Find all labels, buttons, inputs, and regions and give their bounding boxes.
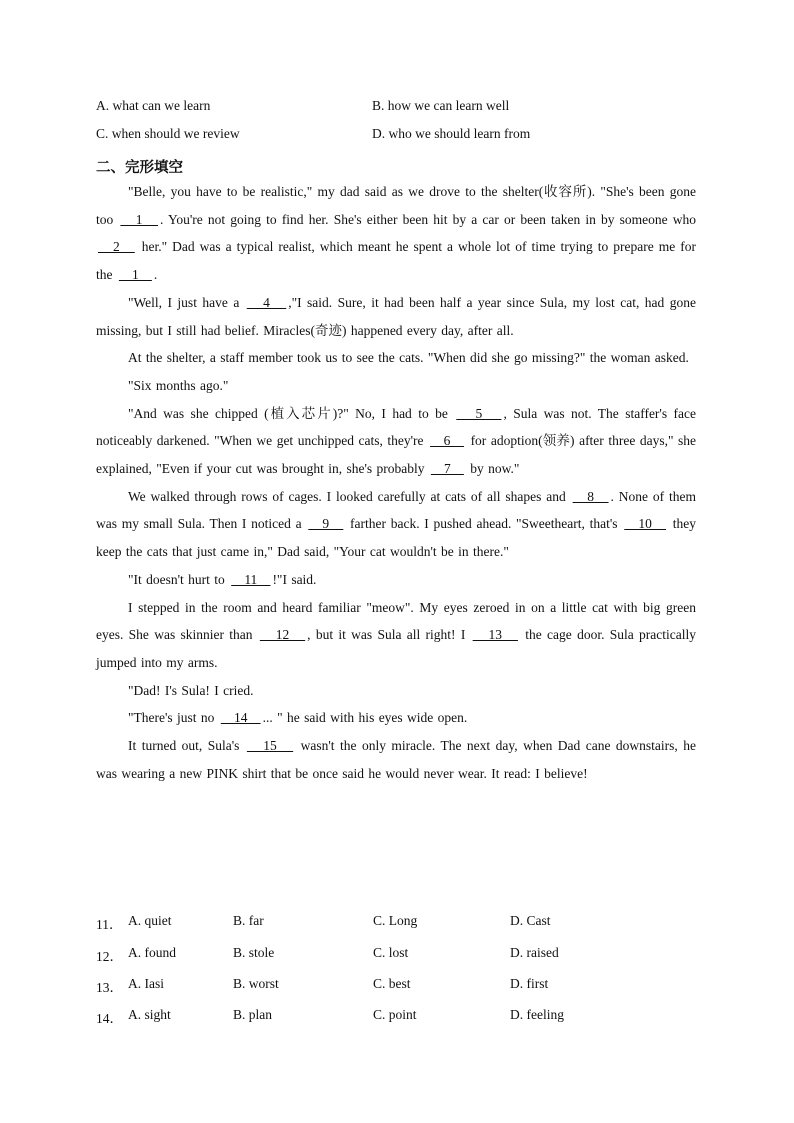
passage-paragraph [96,594,696,677]
passage-text: "Belle, you have to be realistic," my dad said as we drove to the shelter(收容所). "She's been gone too [96,184,696,227]
blank-10: 10 [624,516,667,532]
passage-text: . None of them was my small Sula. Then I noticed a [96,488,696,532]
option-a: A. quiet [128,913,172,928]
blank-1: 1 [120,211,158,227]
passage-paragraph [96,732,696,787]
passage-text: . You're not going to find her. She's either been hit by a car or been taken in by someone who [159,211,696,227]
passage-text: "Dad! I's Sula! I cried. [128,682,254,698]
passage-text: "There's just no [128,710,219,726]
option-c: C. point [373,1007,417,1022]
passage-text: ,"I said. Sure, it had been half a year since Sula, my lost cat, had gone missing, but I still had belief. Miracles(奇迹) happened every day, after all. [96,294,696,338]
option-a: A. found [128,945,176,960]
passage-text: , Sula was not. The staffer's face noticeably darkened. "When we get unchipped cats, they're [96,405,696,449]
blank-4: 4 [246,294,287,310]
blank-6: 6 [430,433,465,449]
passage-paragraph [96,566,696,594]
prev-option-b: B. how we can learn well [372,98,510,113]
passage-text: I stepped in the room and heard familiar "meow". My eyes zeroed in on a little cat with big green eyes. She was skinnier than [96,599,696,643]
option-b: B. worst [233,976,279,991]
passage-text: ... " he said with his eyes wide open. [262,710,468,726]
passage-paragraph [96,178,696,289]
passage-text: "It doesn't hurt to [128,571,230,587]
passage-text: "Six months ago." [128,377,229,393]
question-number: 11． [96,917,123,932]
option-b: B. stole [233,945,275,960]
option-b: B. far [233,913,264,928]
blank-13: 13 [472,627,518,643]
blank-14: 14 [220,710,261,726]
option-d: D. first [510,976,549,991]
passage-paragraph [96,344,696,372]
question-row [96,976,716,996]
prev-option-a: A. what can we learn [96,98,211,113]
passage-paragraph [96,400,696,483]
blank-15: 15 [246,738,294,754]
question-number: 14． [96,1011,123,1026]
question-row [96,945,716,965]
prev-options-row-1 [96,98,716,118]
passage-text: "Well, I just have a [128,294,245,310]
blank-7: 7 [430,461,464,477]
passage-text: "And was she chipped (植入芯片)?" No, I had to be [128,405,455,421]
option-a: A. Iasi [128,976,164,991]
prev-option-c: C. when should we review [96,126,240,141]
passage-text: At the shelter, a staff member took us to see the cats. "When did she go missing?" the woman asked. [128,350,689,366]
blank-9: 9 [308,516,344,532]
passage-paragraph [96,704,696,732]
option-b: B. plan [233,1007,272,1022]
passage-text: farther back. I pushed ahead. "Sweetheart, that's [345,516,623,532]
passage-paragraph [96,372,696,400]
blank-5: 5 [456,405,502,421]
passage-text: by now." [465,461,520,477]
option-a: A. sight [128,1007,171,1022]
passage-text: her." Dad was a typical realist, which meant he spent a whole lot of time trying to prepare me for the [96,239,697,283]
option-d: D. Cast [510,913,551,928]
passage-text: the cage door. Sula practically jumped into my arms. [96,627,697,670]
passage-text: We walked through rows of cages. I looked carefully at cats of all shapes and [128,488,571,504]
passage-text: It turned out, Sula's [128,738,245,754]
prev-options-row-2 [96,126,716,146]
question-row [96,1007,716,1027]
passage-paragraph [96,677,696,705]
section-title: 二、完形填空 [96,160,183,176]
option-d: D. raised [510,945,559,960]
prev-option-d: D. who we should learn from [372,126,531,141]
passage-text: they keep the cats that just came in," Dad said, "Your cat wouldn't be in there." [96,516,696,560]
passage-text: for adoption(领养) after three days," she explained, "Even if your cut was brought in, she's probably [96,433,697,477]
passage-text: . [153,267,158,283]
passage-text: wasn't the only miracle. The next day, when Dad cane downstairs, he was wearing a new PINK shirt that be once said he would never wear. It read: I believe! [96,738,696,781]
question-number: 12． [96,949,123,964]
blank-1: 1 [118,267,152,283]
blank-11: 11 [231,571,271,587]
question-row [96,913,716,933]
passage-text: !"I said. [272,571,317,587]
option-c: C. best [373,976,411,991]
blank-2: 2 [98,239,135,255]
cloze-passage [96,178,696,787]
passage-text: , but it was Sula all right! I [307,627,471,643]
passage-paragraph [96,289,696,344]
option-c: C. lost [373,945,409,960]
question-number: 13． [96,980,123,995]
blank-8: 8 [572,488,609,504]
option-d: D. feeling [510,1007,564,1022]
blank-12: 12 [259,627,306,643]
option-c: C. Long [373,913,418,928]
passage-paragraph [96,483,696,566]
